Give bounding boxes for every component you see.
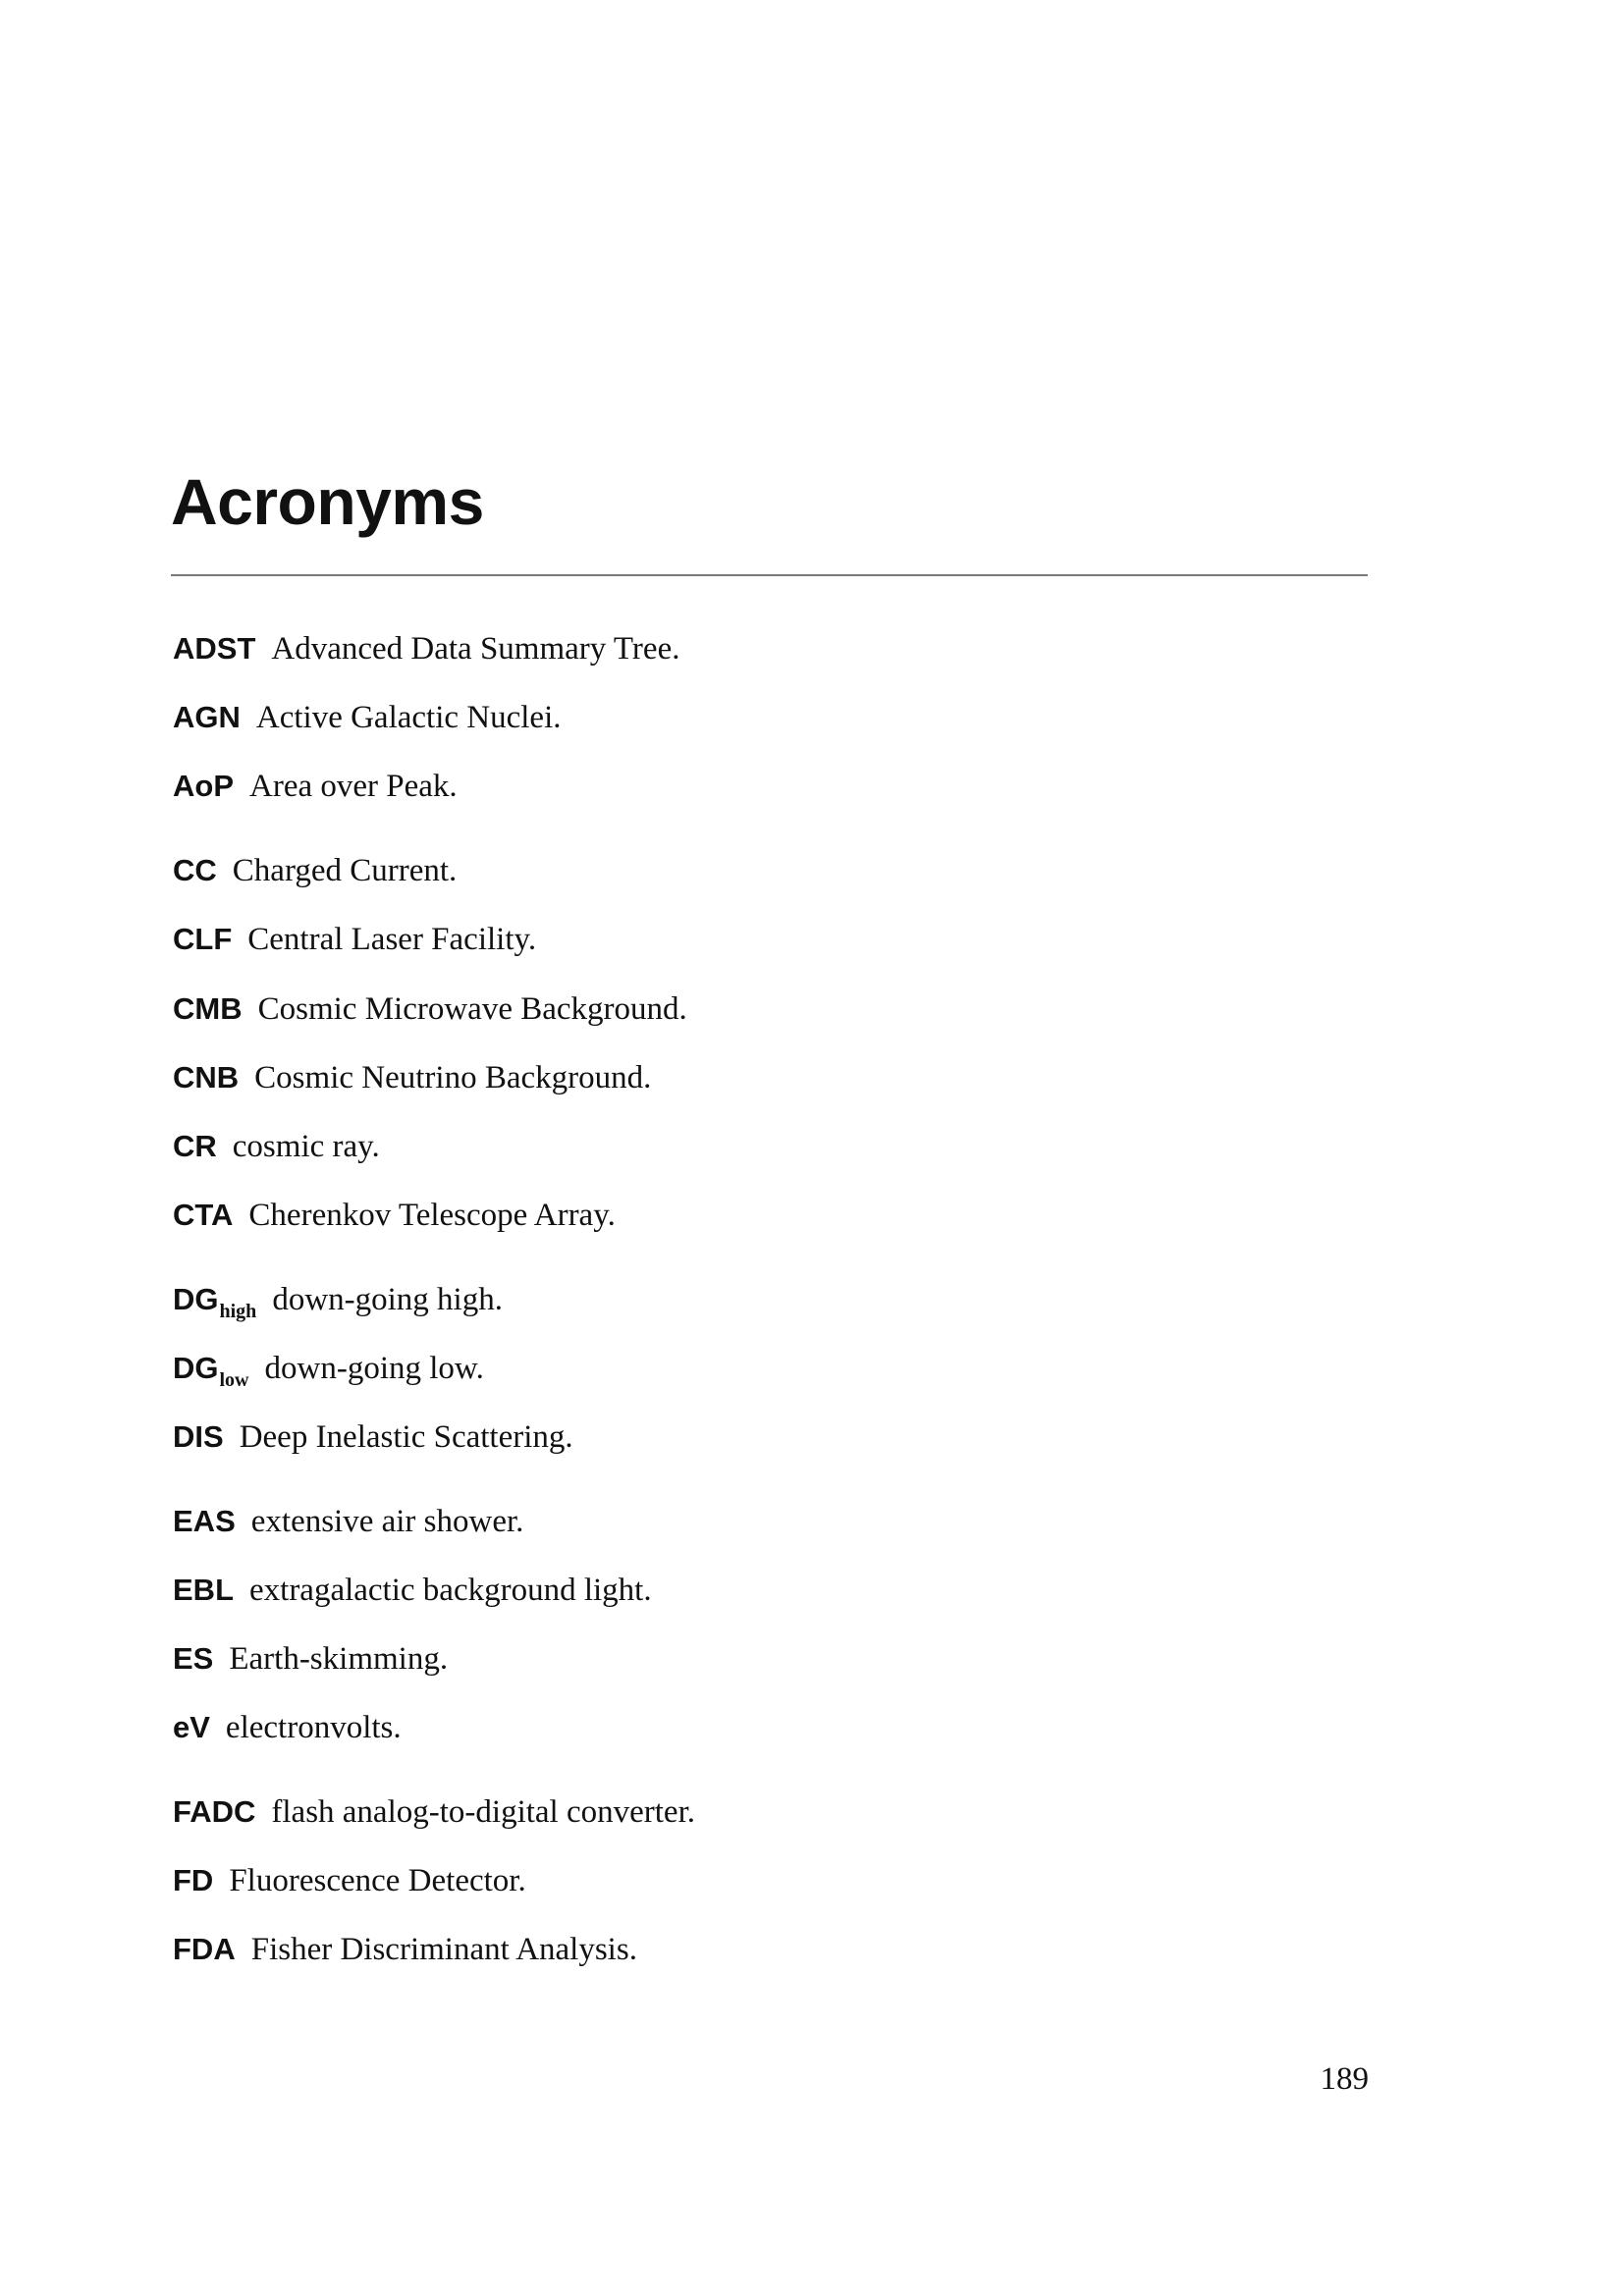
acronym-definition: down-going low. [264, 1351, 484, 1386]
acronym-definition: Earth-skimming. [229, 1641, 449, 1677]
acronym-term [173, 1351, 249, 1391]
acronym-entry-cr [173, 1126, 380, 1166]
acronym-entry-adst [173, 628, 679, 668]
acronym-entry-agn [173, 697, 562, 737]
acronym-term: CLF [173, 922, 233, 956]
acronym-definition: Cosmic Microwave Background. [257, 991, 687, 1027]
acronym-definition: Cosmic Neutrino Background. [254, 1060, 652, 1095]
acronym-term: CNB [173, 1060, 240, 1095]
acronym-term: EBL [173, 1573, 234, 1607]
acronym-term: CC [173, 853, 217, 887]
acronym-entry-ebl [173, 1570, 652, 1610]
acronym-definition: Active Galactic Nuclei. [255, 700, 562, 735]
acronym-term: ADST [173, 631, 256, 666]
acronym-term: FDA [173, 1932, 236, 1966]
acronym-definition: Charged Current. [232, 853, 458, 888]
acronym-term: FADC [173, 1794, 256, 1829]
acronym-definition: Advanced Data Summary Tree. [271, 631, 680, 667]
acronym-entry-ev [173, 1707, 402, 1747]
acronym-term [173, 1282, 257, 1322]
acronym-definition: cosmic ray. [232, 1129, 380, 1164]
acronym-definition: Central Laser Facility. [247, 922, 537, 957]
acronym-term: eV [173, 1710, 210, 1744]
acronym-entry-eas [173, 1501, 523, 1541]
acronym-term: AGN [173, 700, 241, 734]
acronym-term: ES [173, 1641, 214, 1676]
acronym-term: CR [173, 1129, 217, 1163]
acronym-entry-cmb [173, 988, 687, 1029]
page-number: 189 [1320, 2061, 1369, 2097]
acronym-term: AoP [173, 769, 234, 803]
acronym-entry-dis [173, 1416, 573, 1457]
acronym-definition: Area over Peak. [249, 769, 458, 804]
acronym-entry-es [173, 1638, 448, 1679]
acronym-entry-cta [173, 1195, 616, 1235]
acronym-definition: Fluorescence Detector. [229, 1863, 526, 1898]
acronym-definition: flash analog-to-digital converter. [271, 1794, 695, 1830]
acronym-entry-fadc [173, 1791, 695, 1832]
acronym-term-base: DG [173, 1282, 219, 1316]
acronym-entry-cnb [173, 1057, 651, 1097]
acronym-term-subscript: low [219, 1369, 249, 1391]
acronym-term-subscript: high [219, 1301, 257, 1322]
acronym-term: EAS [173, 1504, 236, 1538]
acronym-definition: Fisher Discriminant Analysis. [250, 1932, 637, 1967]
acronym-entry-dg-high [173, 1279, 503, 1323]
page-title: Acronyms [171, 465, 484, 538]
acronym-entry-fda [173, 1929, 637, 1969]
acronym-term: FD [173, 1863, 214, 1897]
acronym-term-base: DG [173, 1351, 219, 1385]
title-divider [171, 574, 1368, 576]
acronym-entry-cc [173, 850, 457, 890]
acronym-definition: Deep Inelastic Scattering. [239, 1419, 573, 1455]
acronym-term: CMB [173, 991, 243, 1026]
acronym-definition: extragalactic background light. [249, 1573, 652, 1608]
acronym-entry-dg-low [173, 1348, 484, 1392]
acronym-entry-clf [173, 919, 536, 959]
acronym-definition: electronvolts. [225, 1710, 402, 1745]
acronym-definition: extensive air shower. [250, 1504, 524, 1539]
acronym-entry-fd [173, 1860, 526, 1900]
acronym-term: DIS [173, 1419, 224, 1454]
acronym-term: CTA [173, 1198, 234, 1232]
acronym-entry-aop [173, 766, 458, 806]
acronym-definition: down-going high. [272, 1282, 503, 1317]
acronym-definition: Cherenkov Telescope Array. [248, 1198, 616, 1233]
